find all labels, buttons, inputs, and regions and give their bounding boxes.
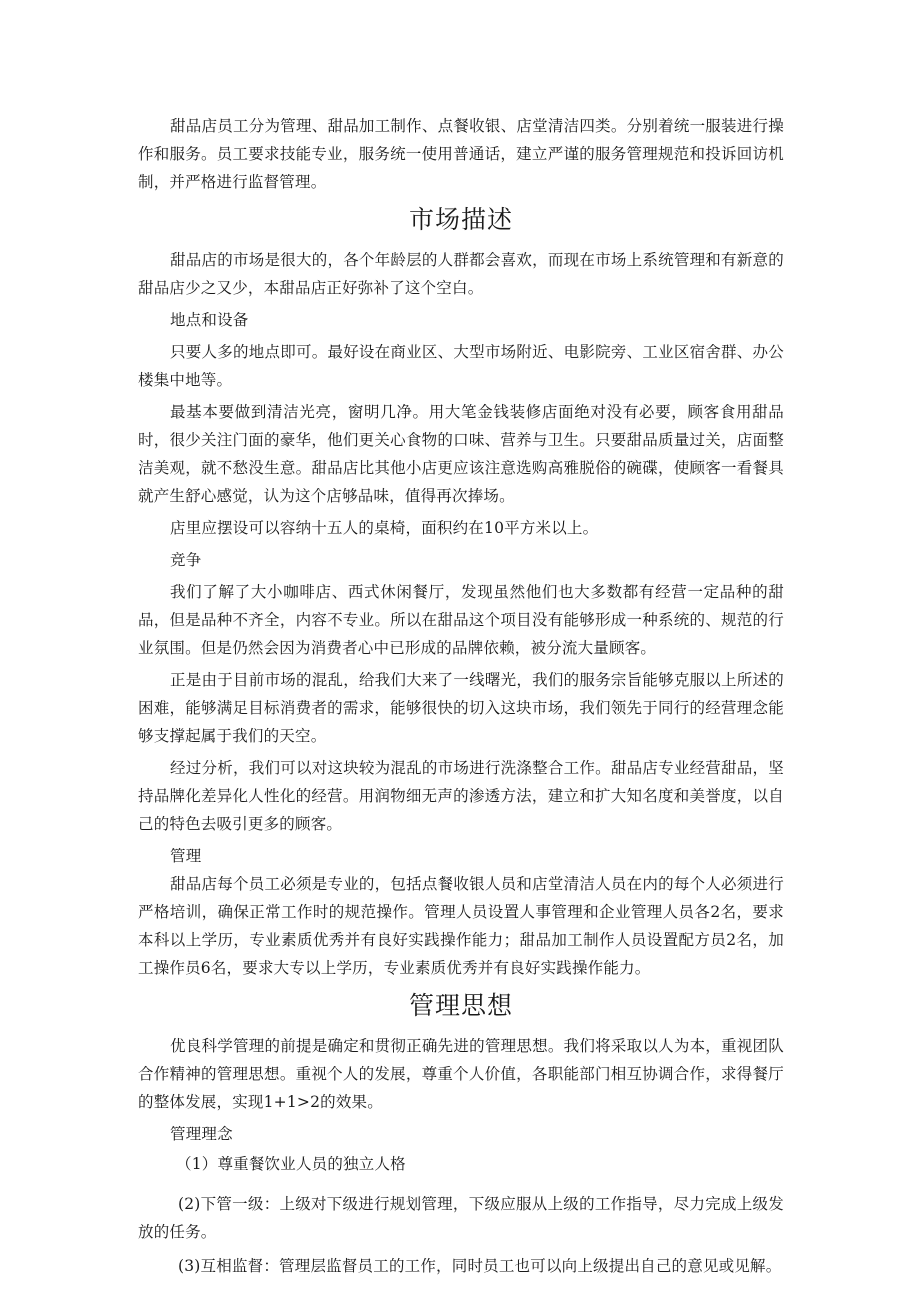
management-label: 管理 — [170, 847, 202, 865]
document-page — [138, 112, 784, 1280]
market-paragraph-1: 甜品店的市场是很大的，各个年龄层的人群都会喜欢，而现在市场上系统管理和有新意的甜品店少之又少，本甜品店正好弥补了这个空白。 — [138, 251, 784, 297]
section-title-market: 市场描述 — [408, 205, 513, 234]
market-paragraph-4: 店里应摆设可以容纳十五人的桌椅，面积约在10平方米以上。 — [170, 519, 599, 537]
intro-paragraph: 甜品店员工分为管理、甜品加工制作、点餐收银、店堂清洁四类。分别着统一服装进行操作和服务。员工要求技能专业，服务统一使用普通话，建立严谨的服务管理规范和投诉回访机制，并严格进行监督管理。 — [138, 117, 784, 191]
concept-item-1: （1）尊重餐饮业人员的独立人格 — [176, 1155, 406, 1173]
market-paragraph-6: 正是由于目前市场的混乱，给我们大来了一线曙光，我们的服务宗旨能够克服以上所述的困难，能够满足目标消费者的需求，能够很快的切入这块市场，我们领先于同行的经营理念能够支撑起属于我们的天空。 — [138, 671, 784, 745]
location-label: 地点和设备 — [170, 311, 249, 329]
section-title-thinking: 管理思想 — [408, 991, 513, 1020]
concept-item-3: (3)互相监督：管理层监督员工的工作，同时员工也可以向上级提出自己的意见或见解。 — [178, 1257, 782, 1275]
market-paragraph-3: 最基本要做到清洁光亮，窗明几净。用大笔金钱装修店面绝对没有必要，顾客食用甜品时，很少关注门面的豪华，他们更关心食物的口味、营养与卫生。只要甜品质量过关，店面整洁美观，就不愁没生意。甜品店比其他小店更应该注意选购高雅脱俗的碗碟，使顾客一看餐具就产生舒心感觉，认为这个店够品味，值得再次捧场。 — [138, 403, 784, 505]
concept-item-2: (2)下管一级：上级对下级进行规划管理，下级应服从上级的工作指导，尽力完成上级发放的任务。 — [138, 1195, 784, 1241]
market-paragraph-7: 经过分析，我们可以对这块较为混乱的市场进行洗涤整合工作。甜品店专业经营甜品，坚持品牌化差异化人性化的经营。用润物细无声的渗透方法，建立和扩大知名度和美誉度，以自己的特色去吸引更多的顾客。 — [138, 759, 784, 833]
market-paragraph-2: 只要人多的地点即可。最好设在商业区、大型市场附近、电影院旁、工业区宿舍群、办公楼集中地等。 — [138, 343, 784, 389]
market-paragraph-5: 我们了解了大小咖啡店、西式休闲餐厅，发现虽然他们也大多数都有经营一定品种的甜品，但是品种不齐全，内容不专业。所以在甜品这个项目没有能够形成一种系统的、规范的行业氛围。但是仍然会因为消费者心中已形成的品牌依赖，被分流大量顾客。 — [138, 583, 784, 657]
competition-label: 竞争 — [170, 551, 202, 569]
concept-label: 管理理念 — [170, 1125, 233, 1143]
market-paragraph-8: 甜品店每个员工必须是专业的，包括点餐收银人员和店堂清洁人员在内的每个人必须进行严格培训，确保正常工作时的规范操作。管理人员设置人事管理和企业管理人员各2名，要求本科以上学历，专业素质优秀并有良好实践操作能力；甜品加工制作人员设置配方员2名，加工操作员6名，要求大专以上学历，专业素质优秀并有良好实践操作能力。 — [138, 875, 784, 977]
thinking-paragraph-1: 优良科学管理的前提是确定和贯彻正确先进的管理思想。我们将采取以人为本，重视团队合作精神的管理思想。重视个人的发展，尊重个人价值，各职能部门相互协调合作，求得餐厅的整体发展，实现1+1>2的效果。 — [138, 1037, 784, 1111]
